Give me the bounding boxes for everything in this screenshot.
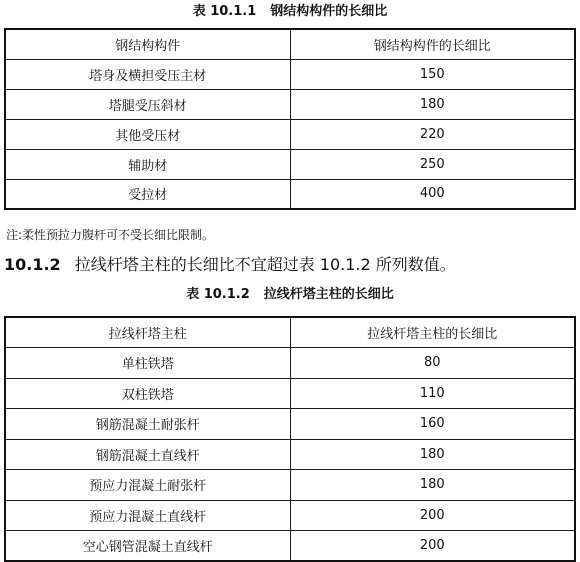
table1-header-row bbox=[5, 29, 575, 59]
table2-cell: 钢筋混凝土直线杆 bbox=[5, 439, 290, 470]
table2-cell: 预应力混凝土直线杆 bbox=[5, 500, 290, 531]
table-row bbox=[5, 500, 575, 531]
table2-cell: 单柱铁塔 bbox=[5, 348, 290, 379]
table-row bbox=[5, 470, 575, 501]
table-row bbox=[5, 59, 575, 89]
table2-cell: 180 bbox=[290, 439, 575, 470]
table2-header-row bbox=[5, 317, 575, 348]
table1-title: 钢结构构件的长细比 bbox=[270, 4, 388, 19]
table2-cell: 钢筋混凝土耐张杆 bbox=[5, 409, 290, 440]
table1-caption bbox=[0, 4, 580, 20]
clause-10-1-2 bbox=[4, 255, 456, 275]
table2-number: 表 10.1.2 bbox=[186, 287, 250, 302]
table1-header-col2: 钢结构构件的长细比 bbox=[290, 29, 575, 59]
table2-cell: 200 bbox=[290, 531, 575, 562]
table2-cell: 180 bbox=[290, 470, 575, 501]
table-row bbox=[5, 378, 575, 409]
table1-cell: 塔腿受压斜材 bbox=[5, 89, 290, 119]
table1-cell: 其他受压材 bbox=[5, 119, 290, 149]
table-row bbox=[5, 348, 575, 379]
table2-cell: 200 bbox=[290, 500, 575, 531]
table1-cell: 辅助材 bbox=[5, 149, 290, 179]
table-row bbox=[5, 119, 575, 149]
table1-cell: 220 bbox=[290, 119, 575, 149]
table-row bbox=[5, 149, 575, 179]
table2-cell: 预应力混凝土耐张杆 bbox=[5, 470, 290, 501]
table1-cell: 塔身及横担受压主材 bbox=[5, 59, 290, 89]
clause-number: 10.1.2 bbox=[4, 255, 61, 274]
table2-cell: 80 bbox=[290, 348, 575, 379]
clause-text: 拉线杆塔主柱的长细比不宜超过表 10.1.2 所列数值。 bbox=[74, 255, 456, 274]
table2-header-col2: 拉线杆塔主柱的长细比 bbox=[290, 317, 575, 348]
table2-header-col1: 拉线杆塔主柱 bbox=[5, 317, 290, 348]
table-row bbox=[5, 89, 575, 119]
table2-cell: 空心钢管混凝土直线杆 bbox=[5, 531, 290, 562]
table1-note: 注:柔性预拉力腹杆可不受长细比限制。 bbox=[6, 228, 215, 242]
table1-cell: 400 bbox=[290, 179, 575, 209]
table1-cell: 250 bbox=[290, 149, 575, 179]
table2-cell: 双柱铁塔 bbox=[5, 378, 290, 409]
table2-title: 拉线杆塔主柱的长细比 bbox=[263, 287, 394, 302]
table2-caption bbox=[0, 287, 580, 303]
table1 bbox=[4, 28, 576, 210]
table1-header-col1: 钢结构构件 bbox=[5, 29, 290, 59]
table-row bbox=[5, 179, 575, 209]
table-row bbox=[5, 531, 575, 562]
table2-cell: 160 bbox=[290, 409, 575, 440]
table2-cell: 110 bbox=[290, 378, 575, 409]
table2 bbox=[4, 316, 576, 562]
table1-number: 表 10.1.1 bbox=[192, 4, 257, 19]
table-row bbox=[5, 409, 575, 440]
table1-cell: 受拉材 bbox=[5, 179, 290, 209]
table1-cell: 150 bbox=[290, 59, 575, 89]
table1-cell: 180 bbox=[290, 89, 575, 119]
table-row bbox=[5, 439, 575, 470]
